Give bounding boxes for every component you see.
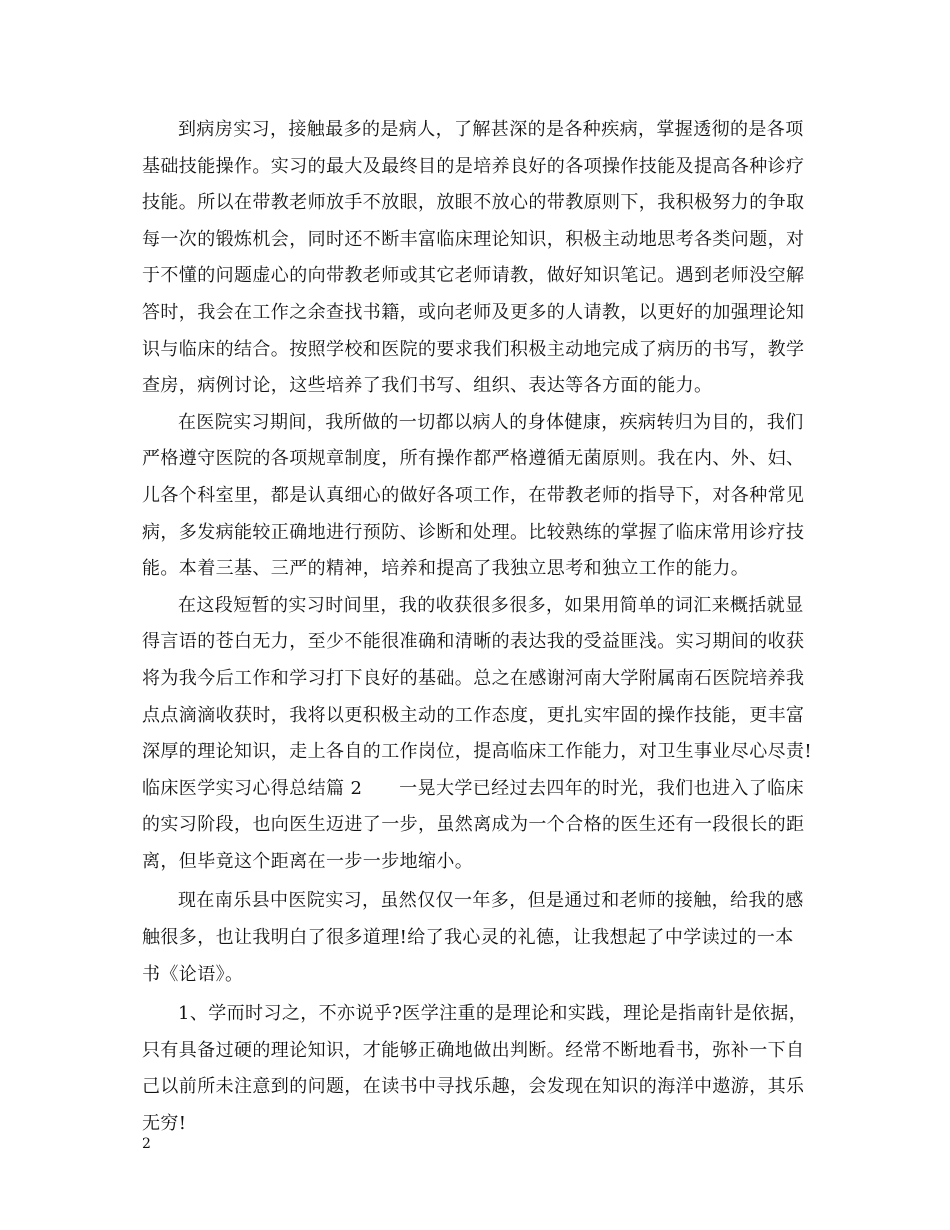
text-line: 儿各个科室里，都是认真细心的做好各项工作，在带教老师的指导下，对各种常见	[142, 484, 805, 506]
text-line: 病，多发病能较正确地进行预防、诊断和处理。比较熟练的掌握了临床常用诊疗技	[142, 521, 805, 543]
document-body	[142, 112, 812, 1143]
section-heading-line: 临床医学实习心得总结篇 2 一晃大学已经过去四年的时光，我们也进入了临床	[142, 777, 804, 799]
text-line: 技能。所以在带教老师放手不放眼，放眼不放心的带教原则下，我积极努力的争取	[142, 192, 805, 214]
paragraph-harvest-and-part2	[142, 588, 812, 881]
paragraph-ward-internship	[142, 112, 812, 405]
paragraph-nanle-hospital	[142, 883, 812, 993]
paragraph-hospital-rules	[142, 405, 812, 588]
text-line: 1、学而时习之，不亦说乎?医学注重的是理论和实践，理论是指南针是依据，	[178, 1003, 808, 1025]
text-line: 己以前所未注意到的问题，在读书中寻找乐趣，会发现在知识的海洋中遨游，其乐	[142, 1076, 805, 1098]
text-line: 将为我今后工作和学习打下良好的基础。总之在感谢河南大学附属南石医院培养我	[142, 667, 805, 689]
text-line: 深厚的理论知识，走上各自的工作岗位，提高临床工作能力，对卫生事业尽心尽责!	[142, 741, 813, 763]
text-line: 书《论语》。	[142, 963, 244, 985]
text-line: 现在南乐县中医院实习，虽然仅仅一年多，但是通过和老师的接触，给我的感	[178, 890, 804, 912]
text-line: 能。本着三基、三严的精神，培养和提高了我独立思考和独立工作的能力。	[142, 558, 750, 580]
paragraph-point-1	[142, 996, 812, 1142]
text-line: 离，但毕竟这个距离在一步一步地缩小。	[142, 850, 474, 872]
text-line: 基础技能操作。实习的最大及最终目的是培养良好的各项操作技能及提高各种诊疗	[142, 155, 805, 177]
text-line: 点点滴滴收获时，我将以更积极主动的工作态度，更扎实牢固的操作技能，更丰富	[142, 704, 805, 726]
text-line: 到病房实习，接触最多的是病人，了解甚深的是各种疾病，掌握透彻的是各项	[178, 119, 804, 140]
text-line: 得言语的苍白无力，至少不能很准确和清晰的表达我的受益匪浅。实习期间的收获	[142, 631, 805, 653]
text-line: 每一次的锻炼机会，同时还不断丰富临床理论知识，积极主动地思考各类问题，对	[142, 228, 805, 250]
text-line: 无穷!	[142, 1113, 187, 1135]
text-line: 识与临床的结合。按照学校和医院的要求我们积极主动地完成了病历的书写，教学	[142, 338, 805, 360]
text-line: 在医院实习期间，我所做的一切都以病人的身体健康，疾病转归为目的，我们	[178, 411, 804, 433]
text-line: 答时，我会在工作之余查找书籍，或向老师及更多的人请教，以更好的加强理论知	[142, 301, 805, 323]
text-line: 严格遵守医院的各项规章制度，所有操作都严格遵循无菌原则。我在内、外、妇、	[142, 448, 805, 470]
text-line: 在这段短暂的实习时间里，我的收获很多很多，如果用简单的词汇来概括就显	[178, 594, 804, 616]
text-line: 触很多，也让我明白了很多道理!给了我心灵的礼德，让我想起了中学读过的一本	[142, 927, 794, 949]
page-number: 2	[142, 1136, 151, 1152]
text-line: 于不懂的问题虚心的向带教老师或其它老师请教，做好知识笔记。遇到老师没空解	[142, 265, 805, 287]
text-line: 查房，病例讨论，这些培养了我们书写、组织、表达等各方面的能力。	[142, 375, 713, 397]
text-line: 只有具备过硬的理论知识，才能够正确地做出判断。经常不断地看书，弥补一下自	[142, 1039, 805, 1061]
text-line: 的实习阶段，也向医生迈进了一步，虽然离成为一个合格的医生还有一段很长的距	[142, 814, 805, 836]
